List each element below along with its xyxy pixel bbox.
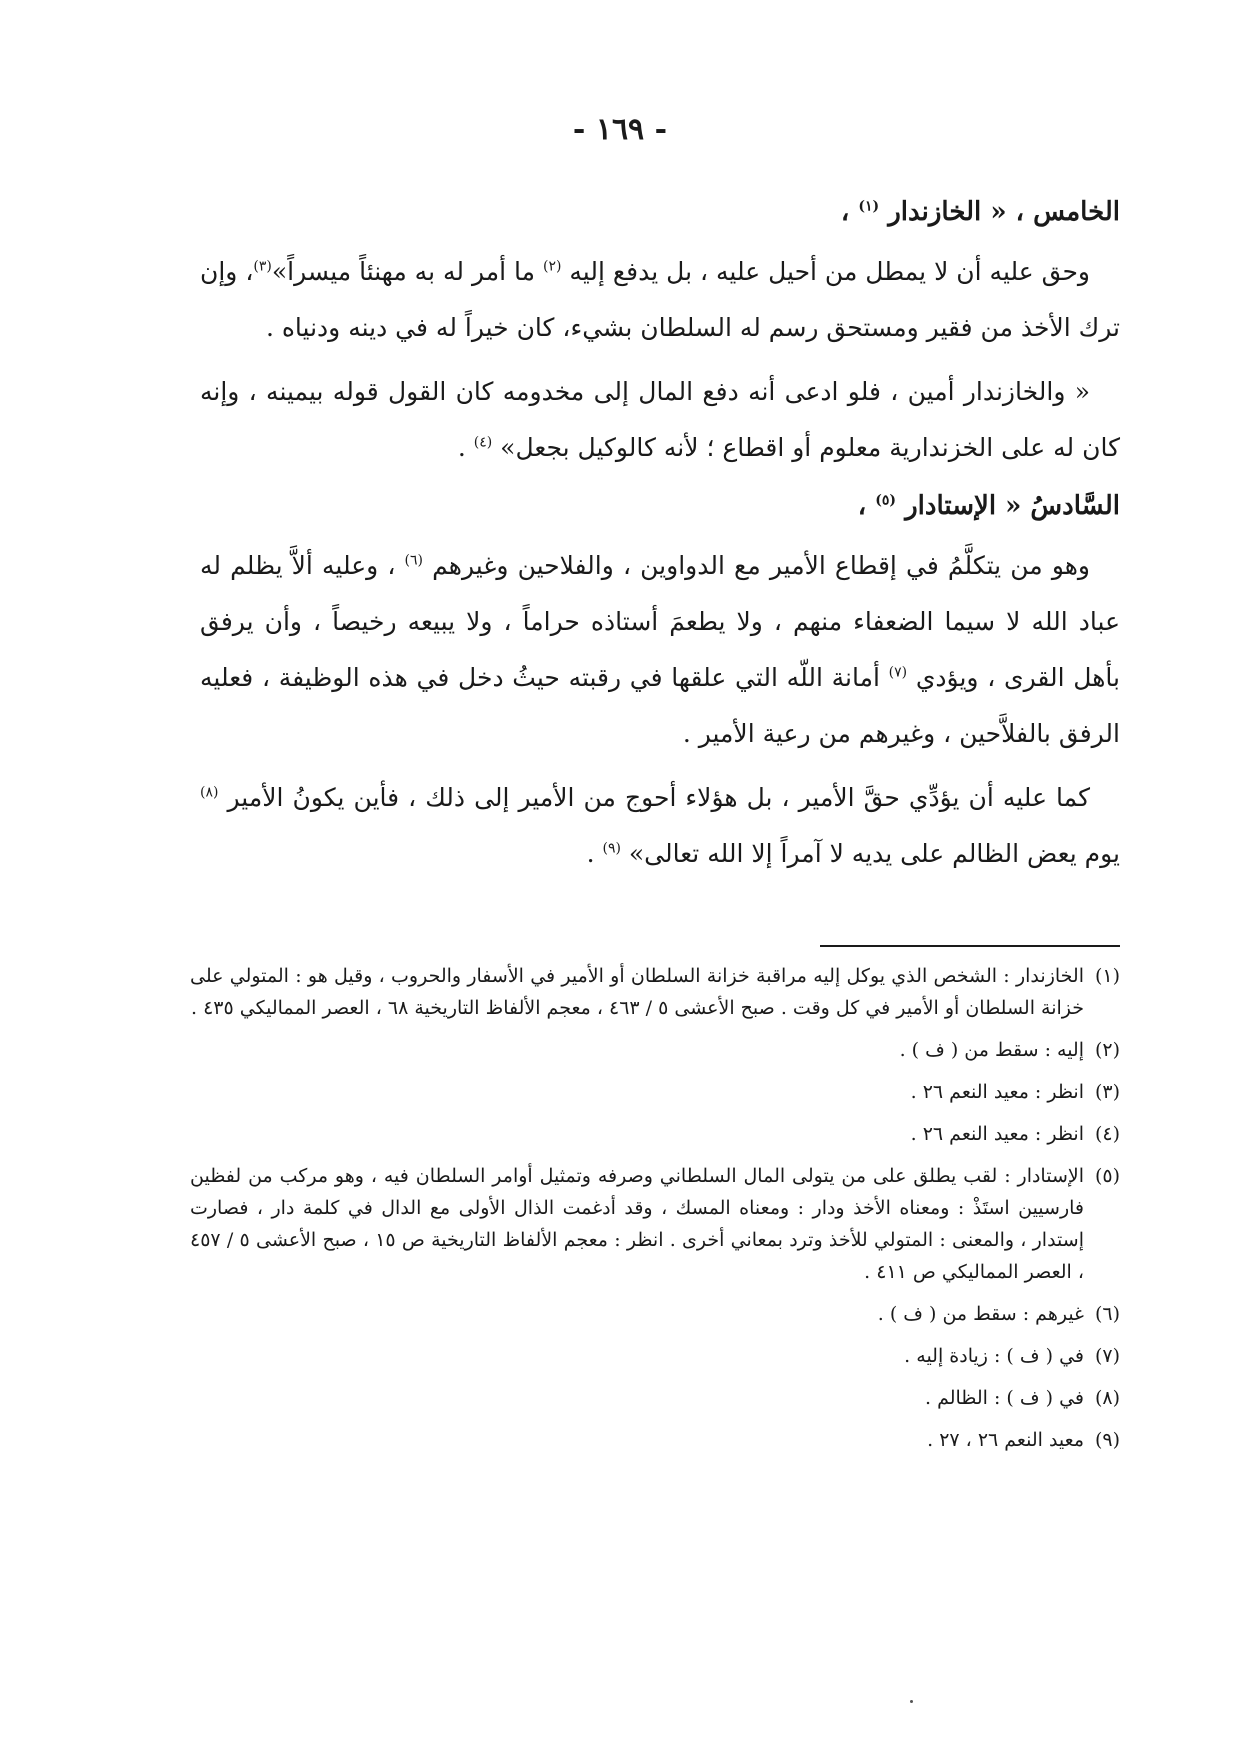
footnote: (٦)غيرهم : سقط من ( ف ) .: [877, 1303, 1120, 1325]
paragraph: وحق عليه أن لا يمطل من أحيل عليه ، بل يدفع إليه $^{(٢)}$ ما أمر له به مهنئاً ميسراً»$^{(٣)}$، وإن ترك الأخذ من فقير ومستحق رسم له السلطان بشيء، كان خيراً له في دينه ودنياه .: [200, 257, 1120, 342]
main-text: [200, 190, 1120, 890]
footnote: (٥)الإستادار : لقب يطلق على من يتولى المال السلطاني وصرفه وتمثيل أوامر السلطان فيه ، وهو مركب من لفظين فارسيين استَذْ : ومعناه الأخذ ودار : ومعناه المسك ، وقد أدغمت الذال الأولى مع الدال في كلمة دار ، فصارت إستدار ، والمعنى : المتولي للأخذ وترد بمعاني أخرى . انظر : معجم الألفاظ التاريخية ص ١٥ ، صبح الأعشى ٥ / ٤٥٧ ، العصر المماليكي ص ٤١١ .: [190, 1165, 1120, 1283]
footnote-ref[interactable]: (٤): [473, 434, 493, 451]
footnotes: [190, 960, 1120, 1466]
footnote: (٧)في ( ف ) : زيادة إليه .: [904, 1345, 1120, 1367]
footnote-ref[interactable]: (٦): [404, 552, 424, 569]
section-heading-khazindar: الخامس ، « الخازندار $^{(١)}$ ،: [840, 197, 1120, 227]
footnote: (٨)في ( ف ) : الظالم .: [925, 1387, 1120, 1409]
footnote-ref[interactable]: (٢): [542, 258, 562, 275]
footnote: (١)الخازندار : الشخص الذي يوكل إليه مراقبة خزانة السلطان أو الأمير في الأسفار والحروب ، وقيل هو : المتولي على خزانة السلطان أو الأمير في كل وقت . صبح الأعشى ٥ / ٤٦٣ ، معجم الألفاظ التاريخية ٦٨ ، العصر المماليكي ٤٣٥ .: [190, 965, 1120, 1019]
footnote-ref[interactable]: (٧): [888, 664, 908, 681]
footnote-ref[interactable]: (١): [858, 198, 880, 215]
footnote: (٣)انظر : معيد النعم ٢٦ .: [910, 1081, 1120, 1103]
paragraph: وهو من يتكلَّمُ في إقطاع الأمير مع الدواوين ، والفلاحين وغيرهم $^{(٦)}$ ، وعليه ألاَّ يظلم له عباد الله لا سيما الضعفاء منهم ، ولا يطعمَ أستاذه حراماً ، ولا يبيعه رخيصاً ، وأن يرفق بأهل القرى ، ويؤدي $^{(٧)}$ أمانة اللّه التي علقها في رقبته حيثُ دخل في هذه الوظيفة ، فعليه الرفق بالفلاَّحين ، وغيرهم من رعية الأمير .: [200, 551, 1120, 748]
paragraph: « والخازندار أمين ، فلو ادعى أنه دفع المال إلى مخدومه كان القول قوله بيمينه ، وإنه كان له على الخزندارية معلوم أو اقطاع ؛ لأنه كالوكيل بجعل» $^{(٤)}$ .: [200, 377, 1120, 462]
section-heading-istadar: السَّادسُ « الإستادار $^{(٥)}$ ،: [857, 491, 1120, 521]
footnote-ref[interactable]: (٩): [602, 840, 621, 857]
footnote: (٤)انظر : معيد النعم ٢٦ .: [910, 1123, 1120, 1145]
footnote-ref[interactable]: (٣): [253, 258, 272, 275]
paragraph: كما عليه أن يؤدِّي حقَّ الأمير ، بل هؤلاء أحوج من الأمير إلى ذلك ، فأين يكونُ الأمير $^{(٨)}$ يوم يعض الظالم على يديه لا آمراً إلا الله تعالى» $^{(٩)}$ .: [200, 783, 1120, 868]
footnote-divider: [820, 945, 1120, 947]
scan-speck: [910, 1700, 913, 1703]
footnote-ref[interactable]: (٥): [875, 492, 897, 509]
page-number: - ١٦٩ -: [572, 112, 668, 147]
footnote-ref[interactable]: (٨): [200, 784, 219, 801]
footnote: (٢)إليه : سقط من ( ف ) .: [899, 1039, 1120, 1061]
footnote: (٩)معيد النعم ٢٦ ، ٢٧ .: [927, 1429, 1120, 1451]
